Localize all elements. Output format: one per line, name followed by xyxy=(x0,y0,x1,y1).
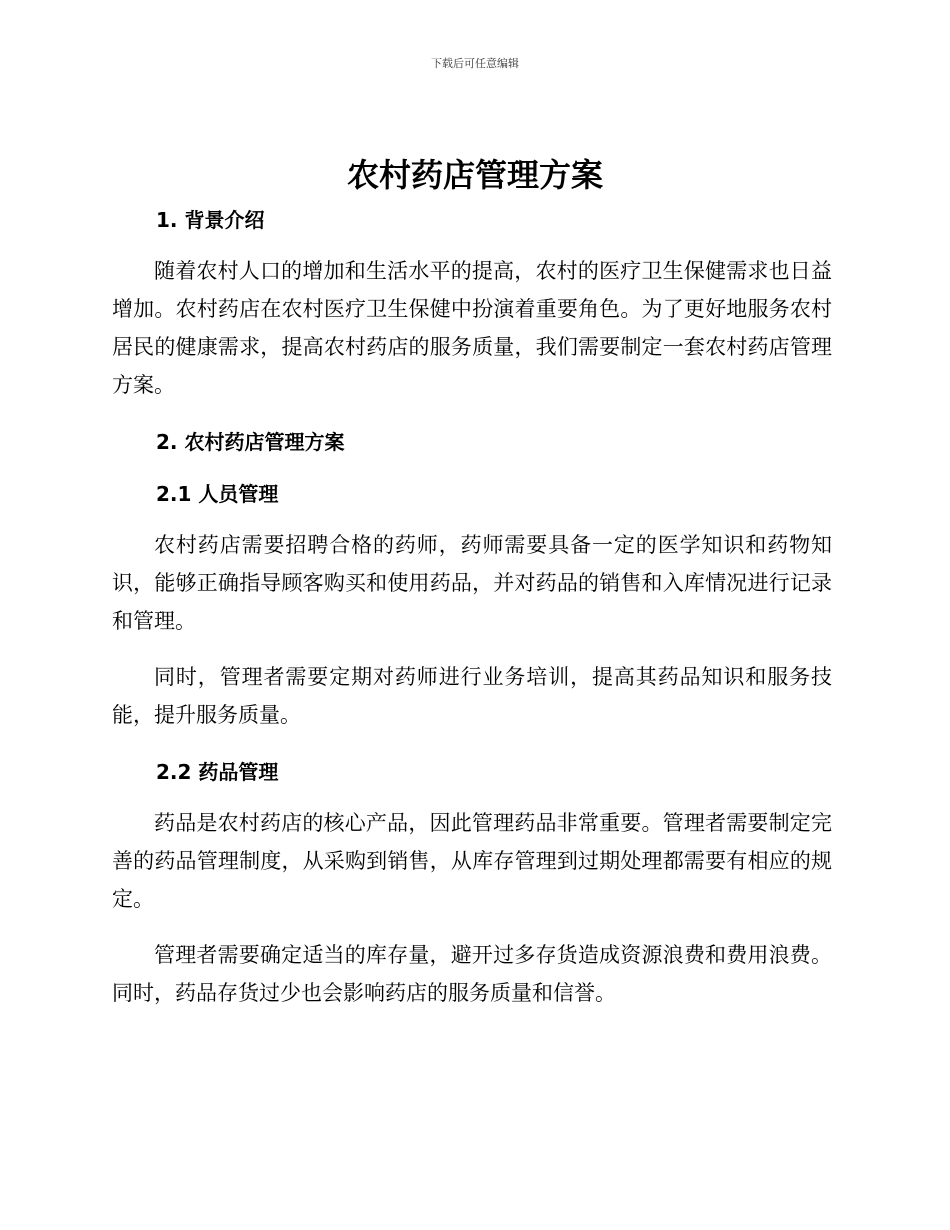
paragraph-background: 随着农村人口的增加和生活水平的提高，农村的医疗卫生保健需求也日益增加。农村药店在农村医疗卫生保健中扮演着重要角色。为了更好地服务农村居民的健康需求，提高农村药店的服务质量，我们需要制定一套农村药店管理方案。 xyxy=(112,259,832,397)
paragraph-staff-1: 农村药店需要招聘合格的药师，药师需要具备一定的医学知识和药物知识，能够正确指导顾客购买和使用药品，并对药品的销售和入库情况进行记录和管理。 xyxy=(112,533,832,633)
document-body xyxy=(112,200,832,1012)
paragraph-drugs-1: 药品是农村药店的核心产品，因此管理药品非常重要。管理者需要制定完善的药品管理制度，从采购到销售，从库存管理到过期处理都需要有相应的规定。 xyxy=(112,811,832,911)
section-heading-staff: 2.1 人员管理 xyxy=(156,482,279,506)
paragraph-drugs-2: 管理者需要确定适当的库存量，避开过多存货造成资源浪费和费用浪费。同时，药品存货过少也会影响药店的服务质量和信誉。 xyxy=(112,943,832,1005)
header-note: 下载后可任意编辑 xyxy=(431,57,519,70)
paragraph-staff-2: 同时，管理者需要定期对药师进行业务培训，提高其药品知识和服务技能，提升服务质量。 xyxy=(112,665,832,727)
section-heading-plan: 2. 农村药店管理方案 xyxy=(156,430,345,454)
document-title: 农村药店管理方案 xyxy=(346,156,603,194)
section-heading-background: 1. 背景介绍 xyxy=(156,208,265,232)
section-heading-drugs: 2.2 药品管理 xyxy=(156,760,279,784)
